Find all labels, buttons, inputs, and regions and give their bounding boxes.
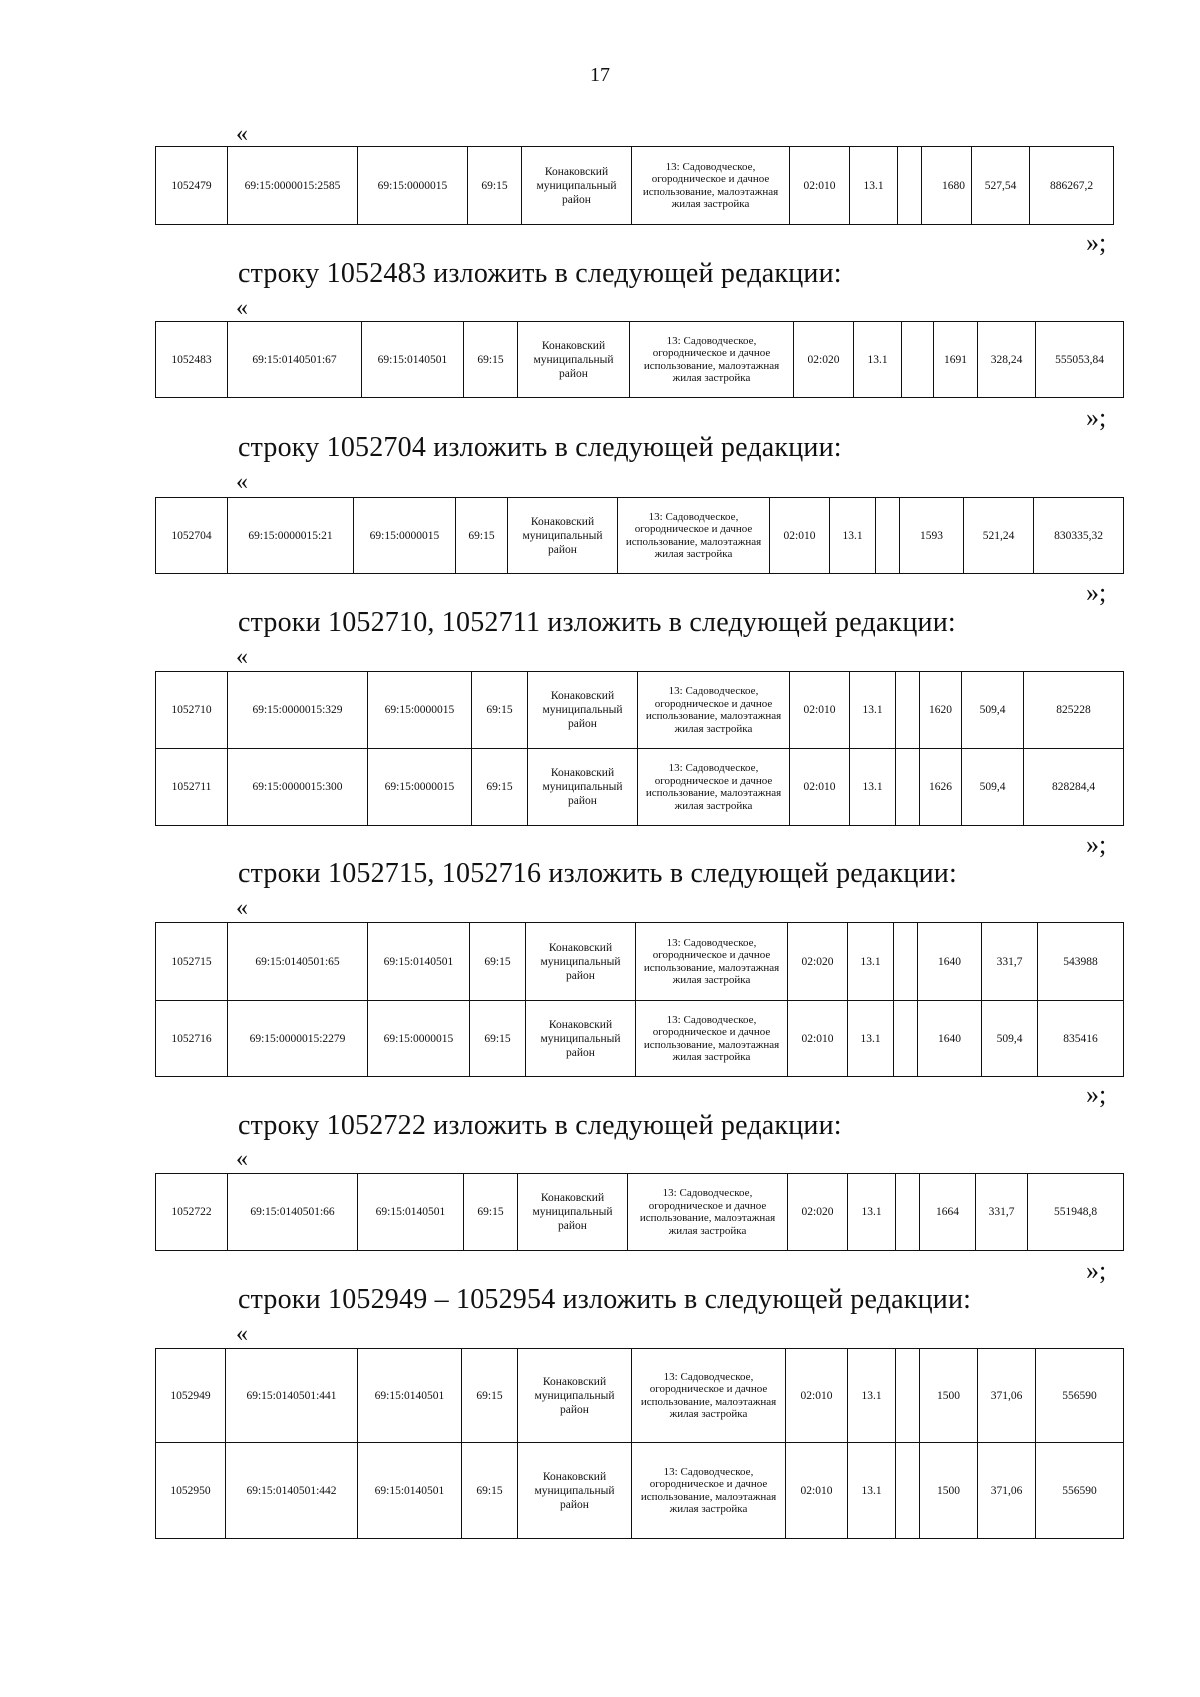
section-heading: строки 1052710, 1052711 изложить в следующей редакции: bbox=[238, 607, 956, 638]
cadastral-value: 886267,2 bbox=[1030, 147, 1114, 225]
specific-value: 371,06 bbox=[978, 1443, 1036, 1539]
group-code: 02:010 bbox=[786, 1443, 848, 1539]
land-use: 13: Садоводческое, огородническое и дачное использование, малоэтажная жилая застройка bbox=[638, 749, 790, 826]
cadastral-quarter: 69:15:0000015 bbox=[368, 1001, 470, 1077]
cadastral-number: 69:15:0000015:2279 bbox=[228, 1001, 368, 1077]
empty-cell bbox=[894, 923, 918, 1001]
row-id: 1052479 bbox=[156, 147, 228, 225]
table-row bbox=[156, 1443, 1124, 1539]
area: 1500 bbox=[920, 1349, 978, 1443]
cadastral-number: 69:15:0000015:2585 bbox=[228, 147, 358, 225]
page-number: 17 bbox=[590, 64, 610, 86]
land-use: 13: Садоводческое, огородническое и дачное использование, малоэтажная жилая застройка bbox=[630, 322, 794, 398]
use-code: 13.1 bbox=[854, 322, 902, 398]
open-quote: « bbox=[236, 469, 248, 495]
area: 1691 bbox=[934, 322, 978, 398]
empty-cell bbox=[896, 672, 920, 749]
group-code: 02:010 bbox=[790, 672, 850, 749]
area: 1620 bbox=[920, 672, 962, 749]
cadastral-number: 69:15:0140501:67 bbox=[228, 322, 362, 398]
district-name: Конаковский муниципальный район bbox=[528, 749, 638, 826]
cadastral-quarter: 69:15:0140501 bbox=[362, 322, 464, 398]
empty-cell bbox=[894, 1001, 918, 1077]
land-use: 13: Садоводческое, огородническое и дачное использование, малоэтажная жилая застройка bbox=[636, 1001, 788, 1077]
district-name: Конаковский муниципальный район bbox=[528, 672, 638, 749]
district-code: 69:15 bbox=[464, 1174, 518, 1251]
record-table bbox=[155, 146, 1114, 225]
land-use: 13: Садоводческое, огородническое и дачное использование, малоэтажная жилая застройка bbox=[618, 498, 770, 574]
land-use: 13: Садоводческое, огородническое и дачное использование, малоэтажная жилая застройка bbox=[638, 672, 790, 749]
group-code: 02:020 bbox=[788, 1174, 848, 1251]
open-quote: « bbox=[236, 895, 248, 921]
use-code: 13.1 bbox=[850, 672, 896, 749]
use-code: 13.1 bbox=[848, 923, 894, 1001]
area: 1640 bbox=[918, 1001, 982, 1077]
cadastral-number: 69:15:0140501:442 bbox=[226, 1443, 358, 1539]
close-quote: »; bbox=[1086, 1080, 1107, 1109]
specific-value: 328,24 bbox=[978, 322, 1036, 398]
empty-cell bbox=[896, 1443, 920, 1539]
use-code: 13.1 bbox=[848, 1443, 896, 1539]
section-heading: строки 1052715, 1052716 изложить в следующей редакции: bbox=[238, 858, 957, 889]
table-row bbox=[156, 1001, 1124, 1077]
cadastral-value: 825228 bbox=[1024, 672, 1124, 749]
table-row bbox=[156, 749, 1124, 826]
area: 1500 bbox=[920, 1443, 978, 1539]
group-code: 02:010 bbox=[788, 1001, 848, 1077]
table-row bbox=[156, 1349, 1124, 1443]
open-quote: « bbox=[236, 121, 248, 147]
land-use: 13: Садоводческое, огородническое и дачное использование, малоэтажная жилая застройка bbox=[628, 1174, 788, 1251]
row-id: 1052715 bbox=[156, 923, 228, 1001]
cadastral-number: 69:15:0000015:21 bbox=[228, 498, 354, 574]
district-code: 69:15 bbox=[464, 322, 518, 398]
cadastral-quarter: 69:15:0140501 bbox=[358, 1349, 462, 1443]
row-id: 1052711 bbox=[156, 749, 228, 826]
row-id: 1052716 bbox=[156, 1001, 228, 1077]
close-quote: »; bbox=[1086, 830, 1107, 859]
empty-cell bbox=[896, 1174, 920, 1251]
table-row bbox=[156, 147, 1114, 225]
cadastral-value: 551948,8 bbox=[1028, 1174, 1124, 1251]
open-quote: « bbox=[236, 295, 248, 321]
cadastral-number: 69:15:0000015:300 bbox=[228, 749, 368, 826]
district-name: Конаковский муниципальный район bbox=[518, 322, 630, 398]
area: 1626 bbox=[920, 749, 962, 826]
district-code: 69:15 bbox=[470, 923, 526, 1001]
district-code: 69:15 bbox=[472, 672, 528, 749]
specific-value: 331,7 bbox=[982, 923, 1038, 1001]
use-code: 13.1 bbox=[848, 1349, 896, 1443]
open-quote: « bbox=[236, 1321, 248, 1347]
row-id: 1052483 bbox=[156, 322, 228, 398]
use-code: 13.1 bbox=[830, 498, 876, 574]
cadastral-number: 69:15:0140501:65 bbox=[228, 923, 368, 1001]
cadastral-value: 555053,84 bbox=[1036, 322, 1124, 398]
cadastral-quarter: 69:15:0000015 bbox=[358, 147, 468, 225]
cadastral-quarter: 69:15:0000015 bbox=[368, 749, 472, 826]
section-heading: строку 1052483 изложить в следующей редакции: bbox=[238, 258, 842, 289]
specific-value: 509,4 bbox=[962, 749, 1024, 826]
cadastral-value: 556590 bbox=[1036, 1349, 1124, 1443]
close-quote: »; bbox=[1086, 578, 1107, 607]
close-quote: »; bbox=[1086, 1256, 1107, 1285]
section-heading: строку 1052704 изложить в следующей редакции: bbox=[238, 432, 842, 463]
district-name: Конаковский муниципальный район bbox=[518, 1349, 632, 1443]
record-table bbox=[155, 671, 1124, 826]
area: 1680 bbox=[922, 147, 972, 225]
empty-cell bbox=[898, 147, 922, 225]
record-table bbox=[155, 922, 1124, 1077]
record-table bbox=[155, 321, 1124, 398]
section-heading: строки 1052949 – 1052954 изложить в следующей редакции: bbox=[238, 1284, 972, 1315]
district-name: Конаковский муниципальный район bbox=[518, 1443, 632, 1539]
record-table bbox=[155, 1348, 1124, 1539]
use-code: 13.1 bbox=[850, 147, 898, 225]
district-code: 69:15 bbox=[468, 147, 522, 225]
table-row bbox=[156, 1174, 1124, 1251]
land-use: 13: Садоводческое, огородническое и дачное использование, малоэтажная жилая застройка bbox=[632, 147, 790, 225]
district-code: 69:15 bbox=[456, 498, 508, 574]
cadastral-number: 69:15:0000015:329 bbox=[228, 672, 368, 749]
empty-cell bbox=[896, 1349, 920, 1443]
cadastral-value: 556590 bbox=[1036, 1443, 1124, 1539]
area: 1664 bbox=[920, 1174, 976, 1251]
close-quote: »; bbox=[1086, 228, 1107, 257]
use-code: 13.1 bbox=[850, 749, 896, 826]
district-code: 69:15 bbox=[462, 1349, 518, 1443]
area: 1593 bbox=[900, 498, 964, 574]
group-code: 02:010 bbox=[786, 1349, 848, 1443]
table-row bbox=[156, 322, 1124, 398]
specific-value: 509,4 bbox=[982, 1001, 1038, 1077]
group-code: 02:010 bbox=[770, 498, 830, 574]
empty-cell bbox=[902, 322, 934, 398]
empty-cell bbox=[896, 749, 920, 826]
group-code: 02:020 bbox=[788, 923, 848, 1001]
cadastral-quarter: 69:15:0000015 bbox=[354, 498, 456, 574]
cadastral-value: 828284,4 bbox=[1024, 749, 1124, 826]
cadastral-quarter: 69:15:0140501 bbox=[358, 1174, 464, 1251]
cadastral-value: 835416 bbox=[1038, 1001, 1124, 1077]
district-name: Конаковский муниципальный район bbox=[508, 498, 618, 574]
district-code: 69:15 bbox=[472, 749, 528, 826]
specific-value: 331,7 bbox=[976, 1174, 1028, 1251]
row-id: 1052950 bbox=[156, 1443, 226, 1539]
group-code: 02:010 bbox=[790, 749, 850, 826]
group-code: 02:020 bbox=[794, 322, 854, 398]
empty-cell bbox=[876, 498, 900, 574]
specific-value: 509,4 bbox=[962, 672, 1024, 749]
record-table bbox=[155, 497, 1124, 574]
district-name: Конаковский муниципальный район bbox=[522, 147, 632, 225]
section-heading: строку 1052722 изложить в следующей редакции: bbox=[238, 1110, 842, 1141]
table-row bbox=[156, 923, 1124, 1001]
land-use: 13: Садоводческое, огородническое и дачное использование, малоэтажная жилая застройка bbox=[632, 1349, 786, 1443]
cadastral-quarter: 69:15:0140501 bbox=[358, 1443, 462, 1539]
specific-value: 527,54 bbox=[972, 147, 1030, 225]
specific-value: 371,06 bbox=[978, 1349, 1036, 1443]
district-code: 69:15 bbox=[470, 1001, 526, 1077]
cadastral-value: 830335,32 bbox=[1034, 498, 1124, 574]
cadastral-value: 543988 bbox=[1038, 923, 1124, 1001]
row-id: 1052710 bbox=[156, 672, 228, 749]
close-quote: »; bbox=[1086, 403, 1107, 432]
open-quote: « bbox=[236, 644, 248, 670]
row-id: 1052704 bbox=[156, 498, 228, 574]
table-row bbox=[156, 498, 1124, 574]
use-code: 13.1 bbox=[848, 1174, 896, 1251]
cadastral-quarter: 69:15:0000015 bbox=[368, 672, 472, 749]
open-quote: « bbox=[236, 1146, 248, 1172]
cadastral-number: 69:15:0140501:66 bbox=[228, 1174, 358, 1251]
area: 1640 bbox=[918, 923, 982, 1001]
row-id: 1052949 bbox=[156, 1349, 226, 1443]
district-name: Конаковский муниципальный район bbox=[526, 1001, 636, 1077]
row-id: 1052722 bbox=[156, 1174, 228, 1251]
district-code: 69:15 bbox=[462, 1443, 518, 1539]
use-code: 13.1 bbox=[848, 1001, 894, 1077]
table-row bbox=[156, 672, 1124, 749]
land-use: 13: Садоводческое, огородническое и дачное использование, малоэтажная жилая застройка bbox=[632, 1443, 786, 1539]
specific-value: 521,24 bbox=[964, 498, 1034, 574]
district-name: Конаковский муниципальный район bbox=[526, 923, 636, 1001]
district-name: Конаковский муниципальный район bbox=[518, 1174, 628, 1251]
cadastral-quarter: 69:15:0140501 bbox=[368, 923, 470, 1001]
group-code: 02:010 bbox=[790, 147, 850, 225]
land-use: 13: Садоводческое, огородническое и дачное использование, малоэтажная жилая застройка bbox=[636, 923, 788, 1001]
record-table bbox=[155, 1173, 1124, 1251]
cadastral-number: 69:15:0140501:441 bbox=[226, 1349, 358, 1443]
